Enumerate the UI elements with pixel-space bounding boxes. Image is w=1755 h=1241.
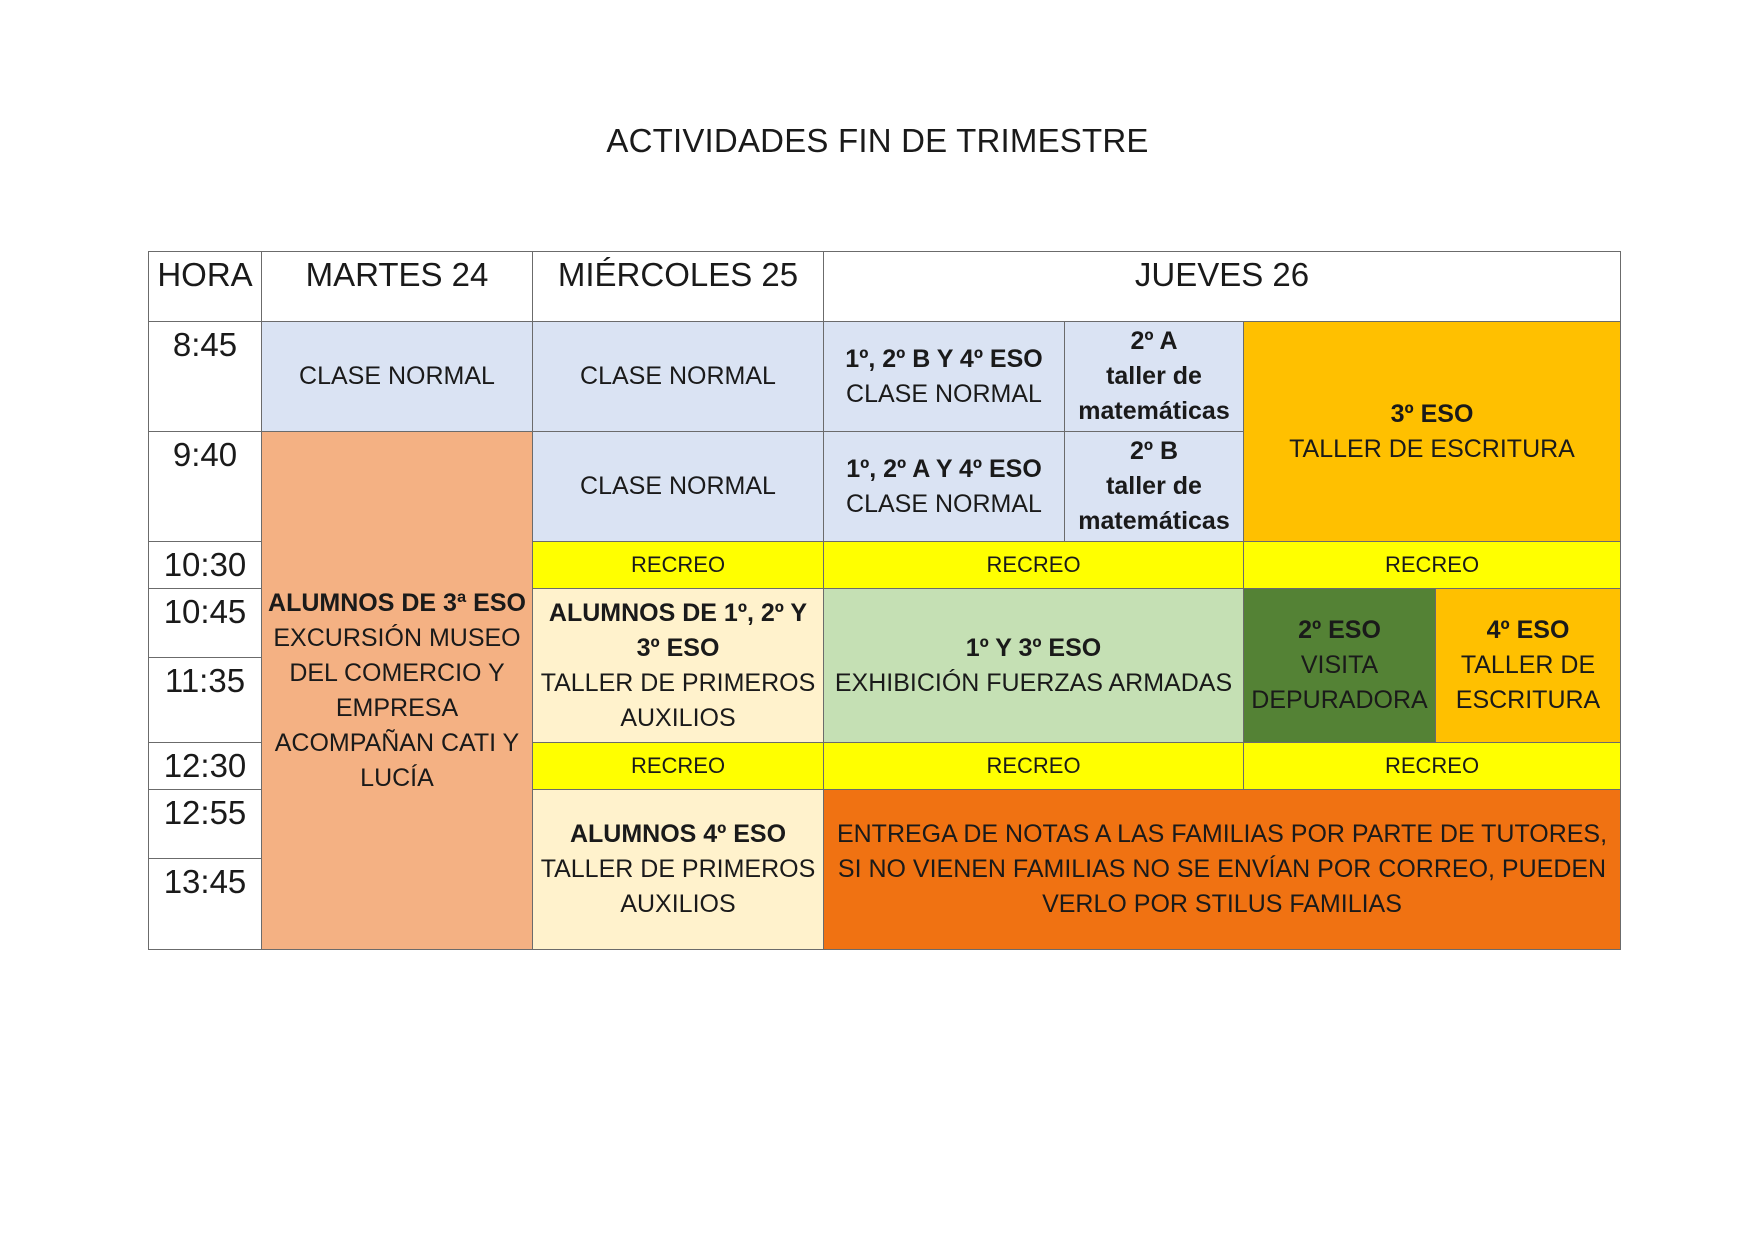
escritura-4eso-text: TALLER DE ESCRITURA	[1455, 651, 1601, 714]
jueves-taller-escritura-3eso	[1244, 322, 1621, 542]
visita-text: VISITA DEPURADORA	[1251, 651, 1428, 714]
hour-cell: 11:35	[149, 658, 262, 743]
jueves-grupo-1	[824, 322, 1065, 432]
jueves-entrega-notas: ENTREGA DE NOTAS A LAS FAMILIAS POR PARTE DE TUTORES, SI NO VIENEN FAMILIAS NO SE ENVÍAN POR CORREO, PUEDEN VERLO POR STILUS FAMILIAS	[824, 790, 1621, 950]
table-row	[149, 322, 1621, 432]
hour-cell: 13:45	[149, 859, 262, 950]
excursion-text: EXCURSIÓN MUSEO DEL COMERCIO Y EMPRESA ACOMPAÑAN CATI Y LUCÍA	[273, 623, 521, 792]
jueves-visita-depuradora	[1244, 589, 1436, 743]
jueves-grupo-2-title: 1º, 2º A Y 4º ESO	[846, 454, 1042, 483]
hour-cell: 8:45	[149, 322, 262, 432]
hour-cell: 9:40	[149, 432, 262, 542]
mat-2a-line-1: 2º A	[1130, 327, 1178, 355]
header-row	[149, 252, 1621, 322]
hour-cell: 12:30	[149, 743, 262, 790]
jueves-grupo-1-text: CLASE NORMAL	[846, 379, 1042, 408]
mat-2a-line-3: matemáticas	[1078, 397, 1230, 425]
jueves-taller-escritura-4eso	[1436, 589, 1621, 743]
jueves-grupo-2	[824, 432, 1065, 542]
excursion-title: ALUMNOS DE 3ª ESO	[268, 588, 526, 617]
escritura-3eso-title: 3º ESO	[1390, 399, 1474, 428]
miercoles-taller-auxilios-2	[533, 790, 824, 950]
miercoles-recreo-2: RECREO	[533, 743, 824, 790]
miercoles-clase-normal-2: CLASE NORMAL	[533, 432, 824, 542]
header-hora: HORA	[149, 252, 262, 322]
martes-clase-normal: CLASE NORMAL	[262, 322, 533, 432]
jueves-recreo-1b: RECREO	[1244, 542, 1621, 589]
mat-2b-line-2: taller de	[1106, 472, 1202, 500]
jueves-recreo-1a: RECREO	[824, 542, 1244, 589]
jueves-grupo-2-text: CLASE NORMAL	[846, 489, 1042, 518]
jueves-taller-matematicas-2a	[1065, 322, 1244, 432]
header-martes: MARTES 24	[262, 252, 533, 322]
jueves-grupo-1-title: 1º, 2º B Y 4º ESO	[845, 344, 1043, 373]
miercoles-clase-normal-1: CLASE NORMAL	[533, 322, 824, 432]
auxilios-1-text: TALLER DE PRIMEROS AUXILIOS	[540, 668, 816, 732]
page-title: ACTIVIDADES FIN DE TRIMESTRE	[606, 122, 1149, 159]
jueves-recreo-2b: RECREO	[1244, 743, 1621, 790]
mat-2b-line-1: 2º B	[1129, 437, 1179, 465]
mat-2a-line-2: taller de	[1106, 362, 1202, 390]
auxilios-2-title: ALUMNOS 4º ESO	[569, 820, 787, 848]
schedule-table	[148, 251, 1621, 950]
visita-title: 2º ESO	[1298, 616, 1381, 644]
auxilios-2-text: TALLER DE PRIMEROS AUXILIOS	[540, 855, 816, 918]
header-jueves: JUEVES 26	[824, 252, 1621, 322]
hour-cell: 10:45	[149, 589, 262, 658]
jueves-taller-matematicas-2b	[1065, 432, 1244, 542]
hour-cell: 12:55	[149, 790, 262, 859]
mat-2b-line-3: matemáticas	[1078, 507, 1230, 535]
jueves-exhibicion	[824, 589, 1244, 743]
escritura-4eso-title: 4º ESO	[1486, 616, 1570, 644]
martes-excursion	[262, 432, 533, 950]
jueves-recreo-2a: RECREO	[824, 743, 1244, 790]
exhibicion-title: 1º Y 3º ESO	[965, 633, 1102, 662]
escritura-3eso-text: TALLER DE ESCRITURA	[1289, 434, 1575, 463]
header-miercoles: MIÉRCOLES 25	[533, 252, 824, 322]
miercoles-recreo-1: RECREO	[533, 542, 824, 589]
exhibicion-text: EXHIBICIÓN FUERZAS ARMADAS	[834, 668, 1233, 697]
hour-cell: 10:30	[149, 542, 262, 589]
auxilios-1-title: ALUMNOS DE 1º, 2º Y 3º ESO	[548, 598, 808, 662]
miercoles-taller-auxilios-1	[533, 589, 824, 743]
